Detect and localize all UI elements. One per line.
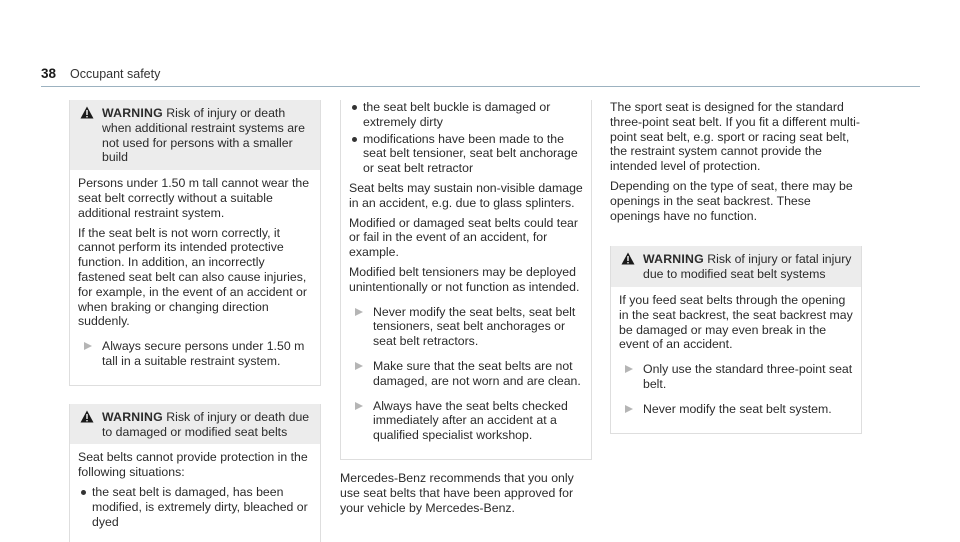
bullet-dot-icon — [352, 105, 357, 110]
list-item-text: modifications have been made to the seat belt tensioner, seat belt anchorage or seat belt retractor — [363, 131, 578, 176]
warning-body — [611, 287, 861, 433]
warning-triangle-icon — [80, 106, 94, 119]
bullet-dot-icon — [81, 490, 86, 495]
paragraph: The sport seat is designed for the standard three-point seat belt. If you fit a different multi-point seat belt, e.g. sport or racing seat belt, the restraint system cannot provide the intended level of protection. — [610, 100, 860, 174]
list-item-text: the seat belt is damaged, has been modified, is extremely dirty, bleached or dyed — [92, 484, 308, 529]
action-item — [619, 402, 853, 417]
warning-triangle-icon — [80, 410, 94, 423]
header-rule — [41, 86, 920, 87]
section-title: Occupant safety — [70, 67, 161, 81]
warning-body — [70, 170, 320, 385]
warning-header — [611, 246, 861, 287]
action-item — [78, 339, 312, 369]
warning-title: Risk of injury or death when additional restraint systems are not used for persons with a smaller build — [102, 106, 305, 165]
bullet-list — [349, 100, 583, 176]
arrow-right-icon — [625, 405, 633, 413]
paragraph: Modified or damaged seat belts could tear or fail in the event of an accident, for example. — [349, 215, 578, 260]
warning-label: WARNING — [102, 106, 163, 120]
action-item — [349, 305, 583, 349]
warning-label: WARNING — [643, 252, 704, 267]
arrow-right-icon — [355, 362, 363, 370]
list-item — [349, 132, 583, 176]
bullet-dot-icon — [352, 137, 357, 142]
warning-box-small-build — [69, 100, 321, 386]
column-1 — [69, 100, 321, 542]
warning-header — [70, 404, 320, 445]
action-item — [619, 362, 853, 392]
action-item — [349, 359, 583, 389]
paragraph: If you feed seat belts through the opening in the seat backrest, the seat backrest may be damaged or may even break in the event of an accident. — [619, 292, 853, 352]
column-2 — [340, 100, 592, 520]
action-item — [349, 399, 583, 443]
action-text: Never modify the seat belt system. — [643, 401, 832, 416]
paragraph: Persons under 1.50 m tall cannot wear the seat belt correctly without a suitable additional restraint system. — [78, 176, 310, 220]
warning-box-damaged-belts — [69, 404, 321, 542]
warning-title: Risk of injury or death due to damaged or modified seat belts — [102, 409, 310, 439]
arrow-right-icon — [625, 365, 633, 373]
bullet-list — [78, 485, 312, 529]
paragraph: If the seat belt is not worn correctly, it cannot perform its intended protective function. In addition, an incorrectly fastened seat belt can also cause injuries, for example, in the event of an accident or when braking or changing direction suddenly. — [78, 225, 307, 329]
arrow-right-icon — [355, 402, 363, 410]
warning-header — [70, 100, 320, 170]
paragraph: Seat belts cannot provide protection in the following situations: — [78, 450, 308, 480]
warning-title: Risk of injury or fatal injury due to modified seat belt systems — [643, 252, 852, 282]
paragraph: Mercedes-Benz recommends that you only use seat belts that have been approved for your vehicle by Mercedes-Benz. — [340, 470, 574, 515]
page-header — [41, 66, 160, 81]
column-3 — [610, 100, 862, 434]
list-item-text: the seat belt buckle is damaged or extremely dirty — [363, 100, 551, 129]
page-number: 38 — [41, 66, 57, 81]
action-text: Always secure persons under 1.50 m tall in a suitable restraint system. — [102, 339, 305, 368]
warning-triangle-icon — [621, 252, 635, 265]
action-text: Make sure that the seat belts are not damaged, are not worn and are clean. — [373, 358, 581, 388]
paragraph: Depending on the type of seat, there may be openings in the seat backrest. These openings have no function. — [610, 178, 853, 223]
action-text: Never modify the seat belts, seat belt tensioners, seat belt anchorages or seat belt retractors. — [373, 304, 576, 349]
action-text: Always have the seat belts checked immediately after an accident at a qualified specialist workshop. — [373, 398, 568, 443]
warning-box-modified-systems — [610, 246, 862, 433]
list-item — [349, 100, 583, 130]
arrow-right-icon — [355, 308, 363, 316]
list-item — [78, 485, 312, 529]
warning-body — [341, 100, 591, 459]
paragraph: Seat belts may sustain non-visible damage in an accident, e.g. due to glass splinters. — [349, 180, 583, 210]
arrow-right-icon — [84, 342, 92, 350]
action-text: Only use the standard three-point seat belt. — [643, 362, 853, 391]
warning-body — [70, 444, 320, 542]
warning-label: WARNING — [102, 409, 163, 424]
warning-box-continued — [340, 100, 592, 460]
paragraph: Modified belt tensioners may be deployed unintentionally or not function as intended. — [349, 264, 580, 294]
